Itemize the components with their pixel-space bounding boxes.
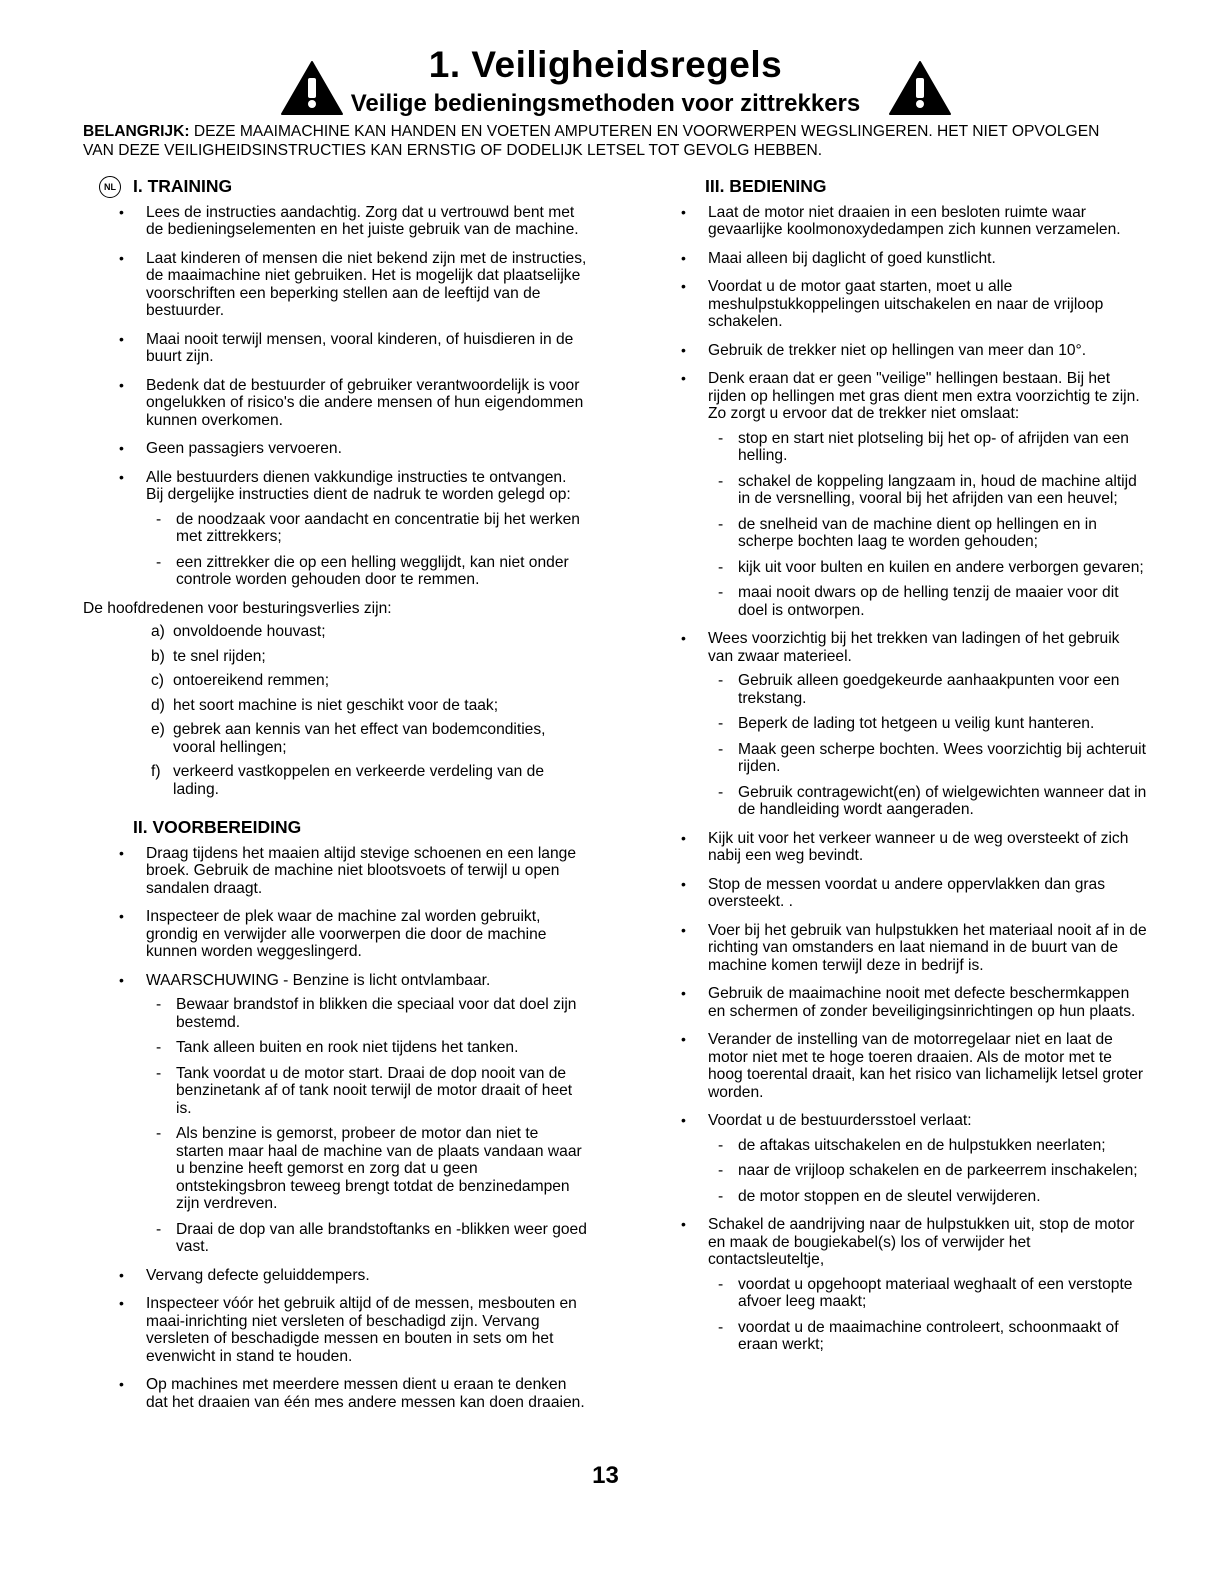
list-item: • Lees de instructies aandachtig. Zorg dat u vertrouwd bent met de bedieningselementen en het juiste gebruik van de machine. (119, 203, 579, 238)
list-item: a) onvoldoende houvast; (151, 623, 326, 640)
dash-list (708, 430, 1147, 620)
list-item: • Maai alleen bij daglicht of goed kunstlicht. (681, 249, 996, 267)
dash-list (708, 1137, 1147, 1206)
page-title: 1. Veiligheidsregels (428, 44, 783, 85)
alpha-list (113, 623, 588, 798)
section-title: I. TRAINING (133, 176, 233, 196)
list-item: - Als benzine is gemorst, probeer de motor dan niet te starten maar haal de machine van de plaats vandaan waar u benzine heeft gemorst en zorg dat u geen ontstekingsbron teweeg brengt totdat de benzinedampen zijn verdreven. (156, 1125, 582, 1212)
list-item: • Alle bestuurders dienen vakkundige instructies te ontvangen. Bij dergelijke instructies dient de nadruk te worden gelegd op: - de noodzaak voor aandacht en concentratie bij het werken met zittrekkers; - een zittrekker die op een helling wegglijdt, kan niet onder controle worden gehouden door te remmen. (113, 469, 588, 589)
list-item: • Voordat u de bestuurdersstoel verlaat: - de aftakas uitschakelen en de hulpstukken neerlaten; - naar de vrijloop schakelen en de parkeerrem inschakelen; - de motor stoppen en de sleutel verwijderen. (675, 1112, 1147, 1205)
page-subtitle: Veilige bedieningsmethoden voor zittrekkers (350, 90, 861, 117)
intro-lead: BELANGRIJK: (83, 123, 190, 140)
dash-list (146, 511, 588, 589)
list-item: • Schakel de aandrijving naar de hulpstukken uit, stop de motor en maak de bougiekabel(s) los of verwijder het contactsleuteltje, - voordat u opgehoopt materiaal weghaalt of een verstopte afvoer leeg maakt; - voordat u de maaimachine controleert, schoonmaakt of eraan werkt; (675, 1216, 1147, 1354)
list-item: • Stop de messen voordat u andere oppervlakken dan gras oversteekt. . (681, 875, 1106, 910)
list-item: - Tank voordat u de motor start. Draai de dop nooit van de benzinetank af of tank nooit terwijl de motor draait of heet is. (156, 1064, 573, 1117)
list-item: - Gebruik contragewicht(en) of wielgewichten wanneer dat in de handleiding wordt aangeraden. (718, 783, 1147, 818)
list-item: • Maai nooit terwijl mensen, vooral kinderen, of huisdieren in de buurt zijn. (119, 330, 574, 365)
list-item: • Denk eraan dat er geen "veilige" hellingen bestaan. Bij het rijden op hellingen met gras dient men extra voorzichtig te zijn. Zo zorgt u ervoor dat de trekker niet omslaat: - stop en start niet plotseling bij het op- of afrijden van een helling. - schakel de koppeling langzaam in, houd de machine altijd in de versnelling, vooral bij het afrijden van een heuvel; - de snelheid van de machine dient op hellingen en in scherpe bochten laag te worden gehouden; - kijk uit voor bulten en kuilen en andere verborgen gevaren; - maai nooit dwars op de helling tenzij de maaier voor dit doel is ontworpen. (675, 370, 1147, 619)
list-item: • Op machines met meerdere messen dient u eraan te denken dat het draaien van één mes andere messen kan doen draaien. (119, 1376, 585, 1411)
left-column (83, 176, 588, 1422)
list-item: - Bewaar brandstof in blikken die speciaal voor dat doel zijn bestemd. (156, 996, 577, 1031)
list-item: • Laat de motor niet draaien in een besloten ruimte waar gevaarlijke koolmonoxydedampen zich kunnen verzamelen. (681, 203, 1121, 238)
list-item: - voordat u de maaimachine controleert, schoonmaakt of eraan werkt; (718, 1318, 1119, 1353)
list-item: • Laat kinderen of mensen die niet bekend zijn met de instructies, de maaimachine niet gebruiken. Het is mogelijk dat plaatselijke voorschriften een beperking stellen aan de leeftijd van de bestuurder. (119, 249, 587, 319)
list-item: • Draag tijdens het maaien altijd stevige schoenen en een lange broek. Gebruik de machine niet blootsvoets of terwijl u open sandalen draagt. (119, 844, 576, 897)
list-item: - de motor stoppen en de sleutel verwijderen. (718, 1187, 1041, 1205)
list-item: f) verkeerd vastkoppelen en verkeerde verdeling van de lading. (151, 763, 545, 798)
list-item: - Beperk de lading tot hetgeen u veilig kunt hanteren. (718, 715, 1095, 732)
list-item: - de aftakas uitschakelen en de hulpstukken neerlaten; (718, 1136, 1106, 1154)
list-item: • Verander de instelling van de motorregelaar niet en laat de motor niet met te hoge toeren draaien. Als de motor met te hoog toerental draait, kan het risico van lichamelijk letsel groter worden. (681, 1031, 1144, 1101)
list-item: - Tank alleen buiten en rook niet tijdens het tanken. (156, 1039, 519, 1056)
section-heading (104, 176, 588, 196)
list-item: b) te snel rijden; (151, 647, 266, 665)
bullet-list (675, 204, 1147, 1354)
list-item: • WAARSCHUWING - Benzine is licht ontvlambaar. - Bewaar brandstof in blikken die speciaal voor dat doel zijn bestemd. - Tank alleen buiten en rook niet tijdens het tanken. - Tank voordat u de motor start. Draai de dop nooit van de benzinetank af of tank nooit terwijl de motor draait of heet is. - Als benzine is gemorst, probeer de motor dan niet te starten maar haal de machine van de plaats vandaan waar u benzine heeft gemorst en zorg dat u geen ontstekingsbron teweeg brengt totdat de benzinedampen zijn verdreven. - Draai de dop van alle brandstoftanks en -blikken weer goed vast. (119, 971, 587, 1255)
list-item: • Wees voorzichtig bij het trekken van ladingen of het gebruik van zwaar materieel. - Gebruik alleen goedgekeurde aanhaakpunten voor een trekstang. - Beperk de lading tot hetgeen u veilig kunt hanteren. - Maak geen scherpe bochten. Wees voorzichtig bij achteruit rijden. - Gebruik contragewicht(en) of wielgewichten wanneer dat in de handleiding wordt aangeraden. (681, 630, 1147, 818)
list-item: • Geen passagiers vervoeren. (119, 440, 342, 457)
list-item: • Kijk uit voor het verkeer wanneer u de weg oversteekt of zich nabij een weg bevindt. (681, 829, 1129, 864)
list-item: • Bedenk dat de bestuurder of gebruiker verantwoordelijk is voor ongelukken of risico's die andere mensen of hun eigendommen kunnen overkomen. (119, 376, 584, 429)
list-item: • Voordat u de motor gaat starten, moet u alle meshulpstukkoppelingen uitschakelen en naar de vrijloop schakelen. (681, 278, 1104, 330)
list-item: c) ontoereikend remmen; (151, 672, 330, 689)
list-item: - voordat u opgehoopt materiaal weghaalt of een verstopte afvoer leeg maakt; (718, 1275, 1133, 1310)
list-item: d) het soort machine is niet geschikt voor de taak; (151, 696, 499, 714)
list-item: • Voer bij het gebruik van hulpstukken het materiaal nooit af in de richting van omstanders en laat niemand in de buurt van de machine komen terwijl deze in bedrijf is. (681, 921, 1147, 974)
list-item: - Draai de dop van alle brandstoftanks en -blikken weer goed vast. (156, 1220, 587, 1255)
bullet-list (113, 204, 588, 589)
list-item: - kijk uit voor bulten en kuilen en andere verborgen gevaren; (718, 558, 1144, 576)
list-item: - een zittrekker die op een helling wegglijdt, kan niet onder controle worden gehouden door te remmen. (156, 553, 569, 588)
list-item: - naar de vrijloop schakelen en de parkeerrem inschakelen; (718, 1162, 1138, 1179)
list-item: - schakel de koppeling langzaam in, houd de machine altijd in de versnelling, vooral bij het afrijden van een heuvel; (718, 472, 1137, 507)
dash-list (146, 996, 588, 1256)
list-item: • Inspecteer vóór het gebruik altijd of de messen, mesbouten en maai-inrichting niet versleten of beschadigd zijn. Vervang versleten of beschadigde messen en bouten in sets om het evenwicht in stand te houden. (119, 1295, 577, 1365)
list-item: - stop en start niet plotseling bij het op- of afrijden van een helling. (718, 429, 1129, 464)
section-title: III. BEDIENING (705, 176, 827, 196)
page-number: 13 (592, 1462, 619, 1489)
list-item: e) gebrek aan kennis van het effect van bodemcondities, vooral hellingen; (151, 721, 546, 756)
dash-list (708, 672, 1147, 819)
right-column (675, 178, 1147, 1365)
section-title: II. VOORBEREIDING (133, 817, 302, 837)
list-item: - de snelheid van de machine dient op hellingen en in scherpe bochten laag te worden gehouden; (718, 515, 1097, 550)
causes-intro: De hoofdredenen voor besturingsverlies zijn: (83, 599, 392, 617)
list-item: - Maak geen scherpe bochten. Wees voorzichtig bij achteruit rijden. (718, 740, 1146, 775)
intro-text: DEZE MAAIMACHINE KAN HANDEN EN VOETEN AMPUTEREN EN VOORWERPEN WEGSLINGEREN. HET NIET OPVOLGEN VAN DEZE VEILIGHEIDSINSTRUCTIES KAN ERNSTIG OF DODELIJK LETSEL TOT GEVOLG HEBBEN. (83, 123, 1100, 159)
language-badge: NL (99, 176, 121, 198)
list-item: - Gebruik alleen goedgekeurde aanhaakpunten voor een trekstang. (718, 672, 1120, 707)
list-item: • Gebruik de maaimachine nooit met defecte beschermkappen en schermen of zonder beveiligingsinrichtingen op hun plaats. (681, 985, 1136, 1020)
list-item: - maai nooit dwars op de helling tenzij de maaier voor dit doel is ontworpen. (718, 584, 1119, 619)
list-item: • Vervang defecte geluiddempers. (119, 1266, 370, 1284)
list-item: - de noodzaak voor aandacht en concentratie bij het werken met zittrekkers; (156, 510, 580, 545)
bullet-list (113, 845, 588, 1412)
list-item: • Inspecteer de plek waar de machine zal worden gebruikt, grondig en verwijder alle voorwerpen die door de machine kunnen worden weggeslingerd. (119, 908, 547, 960)
intro-warning (83, 122, 1128, 160)
list-item: • Gebruik de trekker niet op hellingen van meer dan 10°. (681, 341, 1087, 359)
dash-list (708, 1276, 1147, 1354)
